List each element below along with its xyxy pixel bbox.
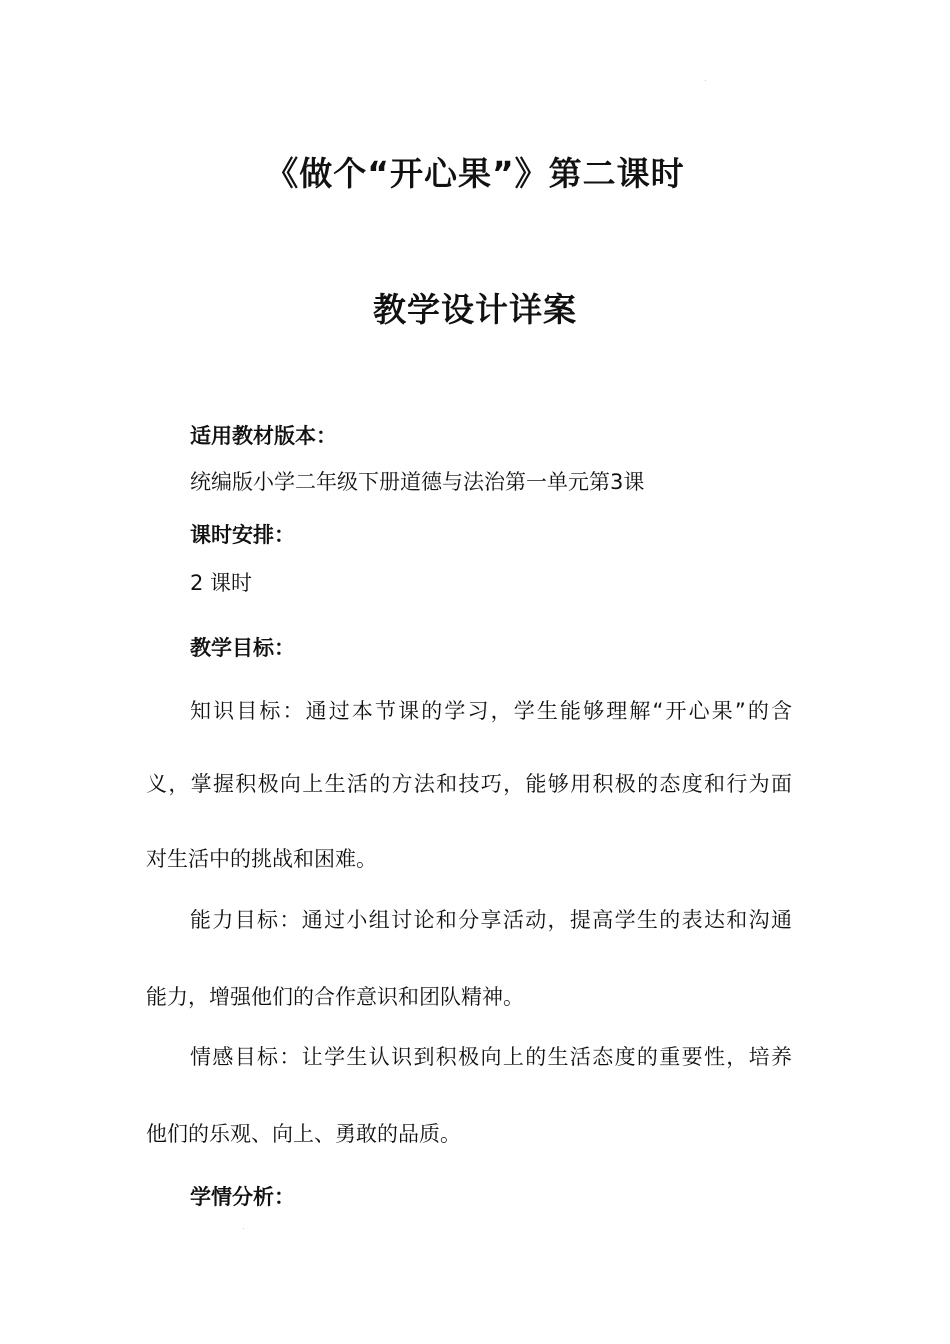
edition-label: 适用教材版本： (190, 424, 337, 448)
scan-speck (243, 1228, 244, 1229)
analysis-label: 学情分析： (190, 1185, 295, 1209)
emotion-objective-line2: 他们的乐观、向上、勇敢的品质。 (146, 1122, 461, 1146)
document-title: 《做个“开心果”》第二课时 (265, 154, 685, 193)
objectives-label: 教学目标： (190, 636, 295, 660)
knowledge-objective-line1: 知识目标：通过本节课的学习，学生能够理解“开心果”的含 (190, 699, 792, 723)
scan-speck (705, 80, 706, 81)
document-subtitle: 教学设计详案 (373, 290, 577, 329)
knowledge-objective-line3: 对生活中的挑战和困难。 (146, 847, 377, 871)
schedule-value: 2 课时 (190, 571, 253, 595)
schedule-label: 课时安排： (190, 523, 295, 547)
edition-value: 统编版小学二年级下册道德与法治第一单元第3课 (190, 470, 645, 494)
ability-objective-line2: 能力，增强他们的合作意识和团队精神。 (146, 985, 524, 1009)
emotion-objective-line1: 情感目标：让学生认识到积极向上的生活态度的重要性，培养 (190, 1045, 792, 1069)
knowledge-objective-line2: 义，掌握积极向上生活的方法和技巧，能够用积极的态度和行为面 (146, 772, 792, 796)
ability-objective-line1: 能力目标：通过小组讨论和分享活动，提高学生的表达和沟通 (190, 908, 792, 932)
